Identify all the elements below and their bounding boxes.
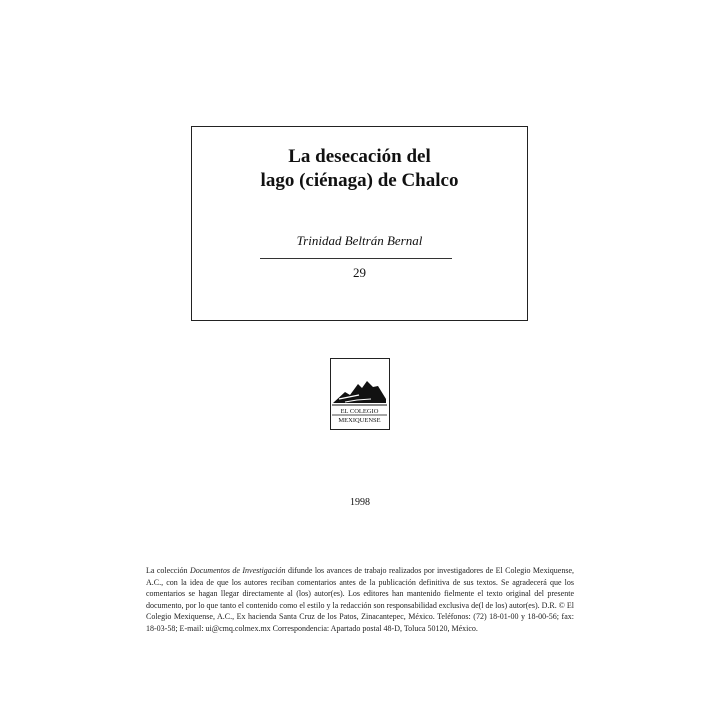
logo-text-line-2: MEXIQUENSE [338, 417, 381, 424]
el-colegio-mexiquense-logo [330, 358, 390, 430]
series-number: 29 [353, 265, 366, 280]
colophon-body: difunde los avances de trabajo realizados por investigadores de El Colegio Mexiquense, A.C., con la idea de que los autores reciban comentarios antes de la publicación definitiva de sus textos. Se agradecerá que los comentarios se hagan llegar directamente al (los) autor(es). Los editores han mantenido fielmente el texto original del presente documento, por lo que tanto el contenido como el estilo y la redacción son responsabilidad exclusiva de(l de los) autor(es). D.R. © El Colegio Mexiquense, A.C., Ex hacienda Santa Cruz de los Patos, Zinacantepec, México. Teléfonos: (72) 18-01-00 y 18-00-56; fax: 18-03-58; E-mail: ui@cmq.colmex.mx Correspondencia: Apartado postal 48-D, Toluca 50120, México. [146, 566, 575, 633]
publication-year: 1998 [350, 497, 370, 508]
colophon-text [146, 565, 574, 634]
collection-name: Documentos de Investigación [189, 566, 286, 575]
title-line-1: La desecación del [288, 146, 431, 167]
logo-text-line-1: EL COLEGIO [340, 408, 379, 415]
colophon-prefix: La colección [146, 566, 190, 575]
title-box [191, 126, 528, 321]
author-name: Trinidad Beltrán Bernal [296, 233, 423, 248]
document-title [192, 145, 527, 193]
divider [260, 258, 452, 259]
title-line-2: lago (ciénaga) de Chalco [260, 170, 459, 191]
